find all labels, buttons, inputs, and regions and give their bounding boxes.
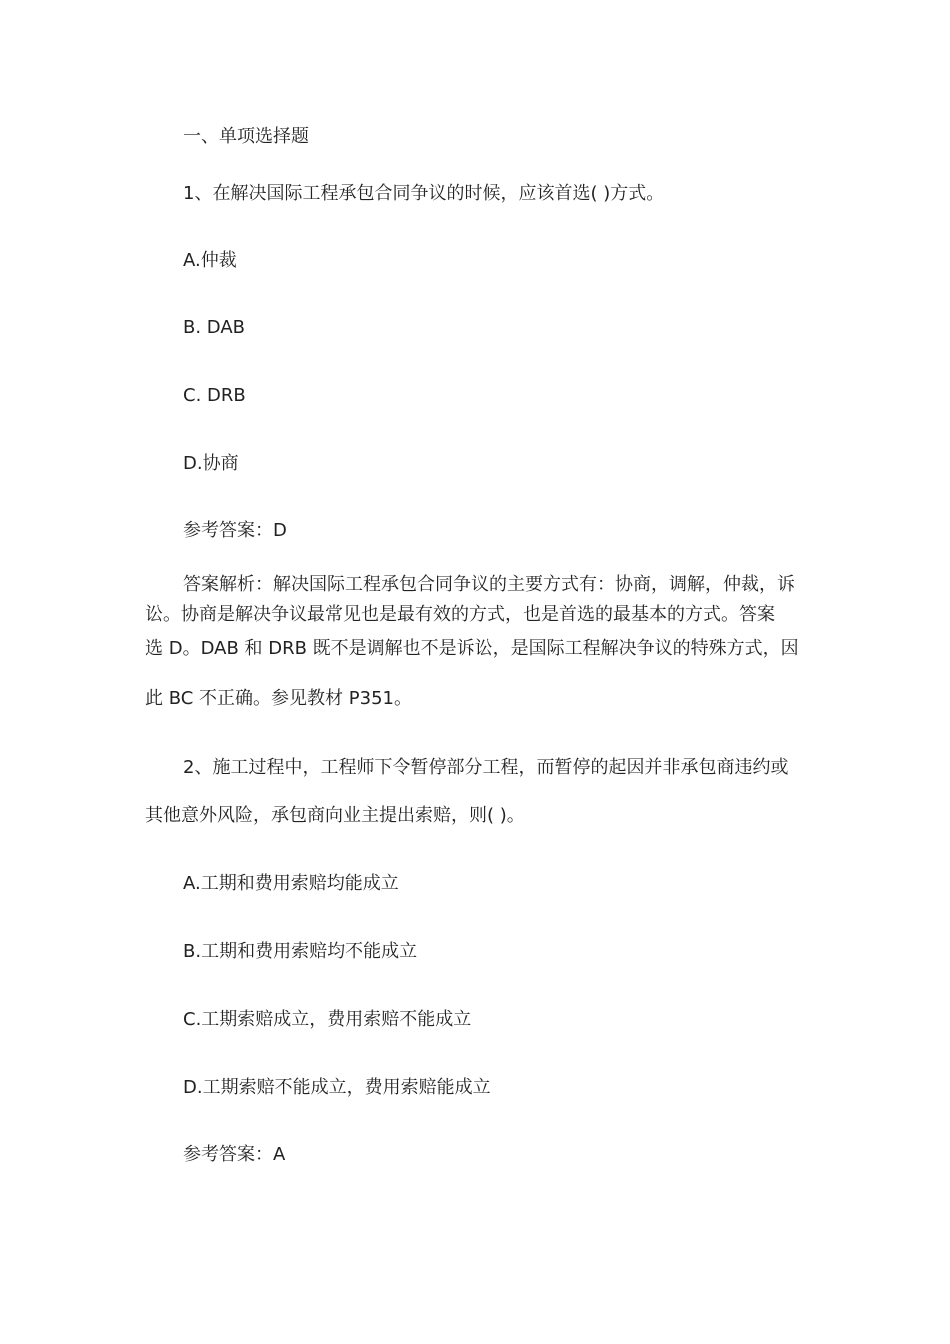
question-1-analysis-line-4: 此 BC 不正确。参见教材 P351。 [145,688,412,709]
question-1-analysis-line-2: 讼。协商是解决争议最常见也是最有效的方式，也是首选的最基本的方式。答案 [145,604,775,625]
question-2-option-c: C.工期索赔成立，费用索赔不能成立 [183,1009,472,1030]
question-2-stem-line-1: 2、施工过程中，工程师下令暂停部分工程，而暂停的起因并非承包商违约或 [183,757,789,778]
question-2-option-a: A.工期和费用索赔均能成立 [183,873,399,894]
question-1-analysis-line-1: 答案解析：解决国际工程承包合同争议的主要方式有：协商，调解，仲裁，诉 [183,574,795,595]
question-2-answer: 参考答案：A [183,1144,286,1165]
question-1-analysis-line-3: 选 D。DAB 和 DRB 既不是调解也不是诉讼，是国际工程解决争议的特殊方式，因 [145,638,799,659]
question-2-option-b: B.工期和费用索赔均不能成立 [183,941,418,962]
question-1-option-c: C. DRB [183,385,246,406]
section-title: 一、单项选择题 [183,126,309,147]
question-1-option-b: B. DAB [183,317,245,338]
question-1-option-a: A.仲裁 [183,250,237,271]
question-1-option-d: D.协商 [183,453,239,474]
question-2-stem-line-2: 其他意外风险，承包商向业主提出索赔，则( )。 [145,805,525,826]
question-1-stem: 1、在解决国际工程承包合同争议的时候，应该首选( )方式。 [183,183,665,204]
question-2-option-d: D.工期索赔不能成立，费用索赔能成立 [183,1077,491,1098]
question-1-answer: 参考答案：D [183,520,287,541]
